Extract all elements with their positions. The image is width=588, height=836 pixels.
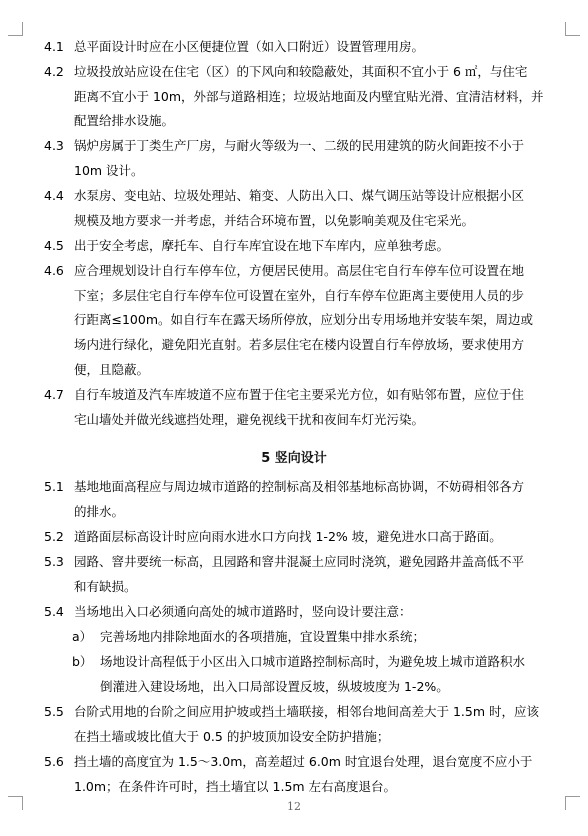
clause-number: 5.6	[44, 754, 64, 769]
clause-4-6-line-2: 下室；多层住宅自行车停车位可设置在室外，自行车停车位距离主要使用人员的步	[74, 288, 525, 303]
clause-text: 当场地出入口必须通向高处的城市道路时，竖向设计要注意：	[74, 604, 412, 619]
clause-5-5	[44, 700, 554, 724]
clause-5-5-line-2: 在挡土墙或坡比值大于 0.5 的护坡顶加设安全防护措施；	[74, 729, 390, 744]
clause-text: 道路面层标高设计时应向雨水进水口方向找 1-2% 坡，避免进水口高于路面。	[74, 529, 502, 544]
clause-number: 5.5	[44, 704, 64, 719]
clause-text: 挡土墙的高度宜为 1.5～3.0m，高差超过 6.0m 时宜退台处理，退台宽度不应小于	[74, 754, 533, 769]
clause-4-4-line-2: 规模及地方要求一并考虑，并结合环境布置，以免影响美观及住宅采光。	[74, 213, 475, 228]
clause-4-7-line-2: 宅山墙处并做光线遮挡处理，避免视线干扰和夜间车灯光污染。	[74, 412, 425, 427]
sub-item-b-line-2: 倒灌进入建设场地，出入口局部设置反坡，纵坡坡度为 1-2%。	[100, 679, 449, 694]
clause-5-6	[44, 750, 554, 774]
sub-item-a	[72, 625, 425, 649]
clause-4-2-line-2: 距离不宜小于 10m，外部与道路相连；垃圾站地面及内壁宜贴光滑、宜清洁材料，并	[74, 89, 544, 104]
clause-4-4	[44, 184, 554, 208]
clause-text: 水泵房、变电站、垃圾处理站、箱变、人防出入口、煤气调压站等设计应根据小区	[74, 188, 525, 203]
clause-5-3-line-2: 和有缺损。	[74, 579, 137, 594]
crop-mark-top-right	[565, 22, 566, 36]
clause-number: 4.5	[44, 238, 64, 253]
clause-5-2	[44, 525, 554, 549]
clause-number: 5.1	[44, 479, 64, 494]
clause-4-5	[44, 234, 554, 258]
crop-mark-top-left	[22, 22, 23, 36]
clause-5-1-line-2: 的排水。	[74, 504, 125, 519]
clause-4-6-line-3: 行距离≤100m。如自行车在露天场所停放，应划分出专用场地并安装车架，周边或	[74, 312, 534, 327]
clause-number: 5.3	[44, 554, 64, 569]
clause-5-4	[44, 600, 554, 624]
clause-text: 园路、窨井要统一标高，且园路和窨井混凝土应同时浇筑，避免园路井盖高低不平	[74, 554, 525, 569]
clause-5-3	[44, 550, 554, 574]
clause-number: 5.4	[44, 604, 64, 619]
clause-number: 4.7	[44, 387, 64, 402]
clause-4-1	[44, 35, 554, 59]
clause-4-6-line-4: 场内进行绿化，避免阳光直射。若多层住宅在楼内设置自行车停放场，要求使用方	[74, 337, 525, 352]
clause-number: 4.3	[44, 138, 64, 153]
clause-text: 出于安全考虑，摩托车、自行车库宜设在地下车库内，应单独考虑。	[74, 238, 450, 253]
clause-4-6-line-5: 便，且隐蔽。	[74, 362, 150, 377]
clause-4-2-line-3: 配置给排水设施。	[74, 113, 175, 128]
clause-number: 4.4	[44, 188, 64, 203]
clause-4-3-line-2: 10m 设计。	[74, 163, 144, 178]
clause-number: 5.2	[44, 529, 64, 544]
crop-mark-bottom-left-h	[8, 796, 23, 797]
clause-text: 垃圾投放站应设在住宅（区）的下风向和较隐蔽处，其面积不宜小于 6 ㎡，与住宅	[74, 64, 528, 79]
clause-number: 4.2	[44, 64, 64, 79]
clause-number: 4.6	[44, 263, 64, 278]
sub-item-text: 完善场地内排除地面水的各项措施，宜设置集中排水系统；	[100, 629, 426, 644]
clause-text: 锅炉房属于丁类生产厂房，与耐火等级为一、二级的民用建筑的防火间距按不小于	[74, 138, 525, 153]
clause-5-1	[44, 475, 554, 499]
sub-item-text: 场地设计高程低于小区出入口城市道路控制标高时，为避免坡上城市道路积水	[100, 654, 526, 669]
clause-number: 4.1	[44, 39, 64, 54]
crop-mark-top-right-h	[565, 35, 580, 36]
clause-text: 台阶式用地的台阶之间应用护坡或挡土墙联接，相邻台地间高差大于 1.5m 时，应该	[74, 704, 540, 719]
sub-item-b	[72, 650, 525, 674]
clause-4-2	[44, 60, 554, 84]
clause-text: 自行车坡道及汽车库坡道不应布置于住宅主要采光方位，如有贴邻布置，应位于住	[74, 387, 525, 402]
clause-text: 应合理规划设计自行车停车位，方便居民使用。高层住宅自行车停车位可设置在地	[74, 263, 525, 278]
clause-4-3	[44, 134, 554, 158]
section-heading: 5 竖向设计	[261, 451, 327, 466]
clause-5-6-line-2: 1.0m；在条件许可时，挡土墙宜以 1.5m 左右高度退台。	[74, 779, 397, 794]
crop-mark-bottom-right-h	[565, 796, 580, 797]
clause-4-6	[44, 259, 554, 283]
clause-text: 总平面设计时应在小区便捷位置（如入口附近）设置管理用房。	[74, 39, 425, 54]
crop-mark-top-left-h	[8, 35, 23, 36]
sub-item-label: a）	[72, 629, 93, 644]
clause-4-7	[44, 383, 554, 407]
clause-text: 基地地面高程应与周边城市道路的控制标高及相邻基地标高协调，不妨碍相邻各方	[74, 479, 525, 494]
page-number: 12	[287, 800, 301, 813]
sub-item-label: b）	[72, 654, 93, 669]
